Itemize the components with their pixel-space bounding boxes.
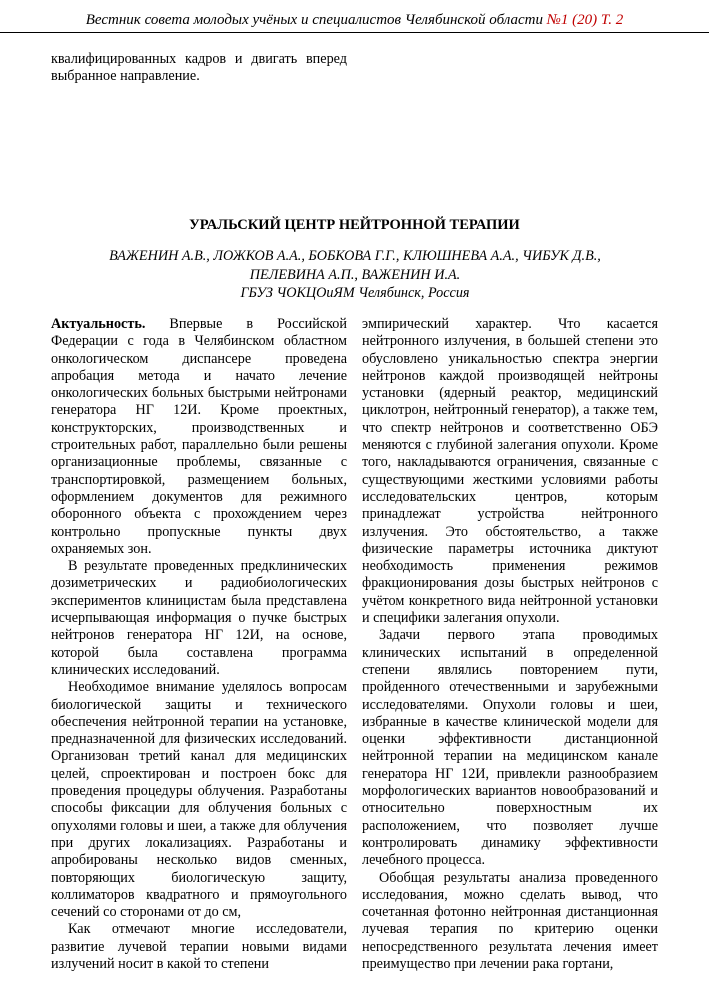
journal-issue: №1 (20) Т. 2 — [546, 12, 624, 28]
paragraph: В результате проведенных предклинических дозиметрических и радиобиологических экспериментов клиницистам была представлена исчерпывающая информация о пучке быстрых нейтронов генератора НГ 12И, на основе, которой была составлена программа клинических исследований. — [51, 558, 347, 678]
header-rule — [0, 32, 709, 33]
authors-line-1: ВАЖЕНИН А.В., ЛОЖКОВ А.А., БОБКОВА Г.Г., КЛЮШНЕВА А.А., ЧИБУК Д.В., — [109, 248, 601, 264]
journal-header — [0, 0, 709, 34]
paragraph: Обобщая результаты анализа проведенного исследования, можно сделать вывод, что сочетанная фотонно нейтронная дистанционная лучевая терапия по критерию оценки непосредственного результата лечения имеет преимущество при лечении рака гортани, — [362, 869, 658, 972]
section-lead: Актуальность. — [51, 316, 146, 332]
article-title: УРАЛЬСКИЙ ЦЕНТР НЕЙТРОННОЙ ТЕРАПИИ — [189, 217, 520, 233]
paragraph — [51, 316, 347, 558]
authors-line-2: ПЕЛЕВИНА А.П., ВАЖЕНИН И.А. — [249, 266, 461, 283]
article-authors — [80, 247, 630, 303]
paragraph: Необходимое внимание уделялось вопросам биологической защиты и технического обеспечения нейтронной терапии на установке, предназначенной для физических исследований. Организован третий канал для медицинских целей, спроектирован и построен бокс для проведения процедуры облучения. Разработаны способы фиксации для облучения больных с опухолями головы и шеи, а также для облучения при других локализациях. Разработаны и апробированы несколько видов сменных, повторяющих биологическую защиту, коллиматоров квадратного и прямоугольного сечений со сторонами от до см, — [51, 679, 347, 921]
journal-title: Вестник совета молодых учёных и специалистов Челябинской области — [85, 12, 547, 28]
affiliation: ГБУЗ ЧОКЦОиЯМ Челябинск, Россия — [240, 285, 470, 301]
paragraph: эмпирический характер. Что касается нейтронного излучения, в большей степени это обусловлено уникальностью спектра энергии нейтронов каждой производящей нейтроны установки (ядерный реактор, медицинский циклотрон, нейтронный генератор), а также тем, что спектр нейтронов и соответственно ОБЭ меняются с глубиной залегания опухоли. Кроме того, накладываются ограничения, связанные с существующими жесткими условиями работы исследовательских центров, которым принадлежат устройства нейтронного излучения. Это обстоятельство, а также физические параметры источника диктуют необходимость применения режимов фракционирования дозы быстрых нейтронов с учётом конкретного вида нейтронной установки и специфики залегания опухоли. — [362, 316, 658, 627]
paragraph-text: Впервые в Российской Федерации с года в Челябинском областном онкологическом диспансере проведена апробация метода и начато лечение онкологических больных быстрыми нейтронами генератора НГ 12И. Кроме проектных, конструкторских, производственных и строительных работ, параллельно были решены организационные проблемы, связанные с транспортировкой, размещением больных, оформлением документов для режимного оборонного объекта с прохождением через контрольно пропускные пункты двух охраняемых зон. — [51, 316, 347, 557]
right-column — [362, 316, 658, 973]
paragraph: Как отмечают многие исследователи, развитие лучевой терапии новыми видами излучений носит в какой то степени — [51, 921, 347, 972]
left-column — [51, 316, 347, 973]
intro-paragraph: квалифицированных кадров и двигать вперед выбранное направление. — [51, 51, 347, 85]
previous-article-ending — [51, 51, 347, 86]
paragraph: Задачи первого этапа проводимых клинических испытаний в определенной степени являлись повторением пути, пройденного отечественными и зарубежными исследователями. Опухоли головы и шеи, избранные в качестве клинической модели для оценки эффективности дистанционной нейтронной терапии на медицинском канале генератора НГ 12И, привлекли разнообразием морфологических вариантов новообразований и относительно поверхностным их расположением, что позволяет лучше контролировать динамику эффективности лечебного процесса. — [362, 627, 658, 869]
